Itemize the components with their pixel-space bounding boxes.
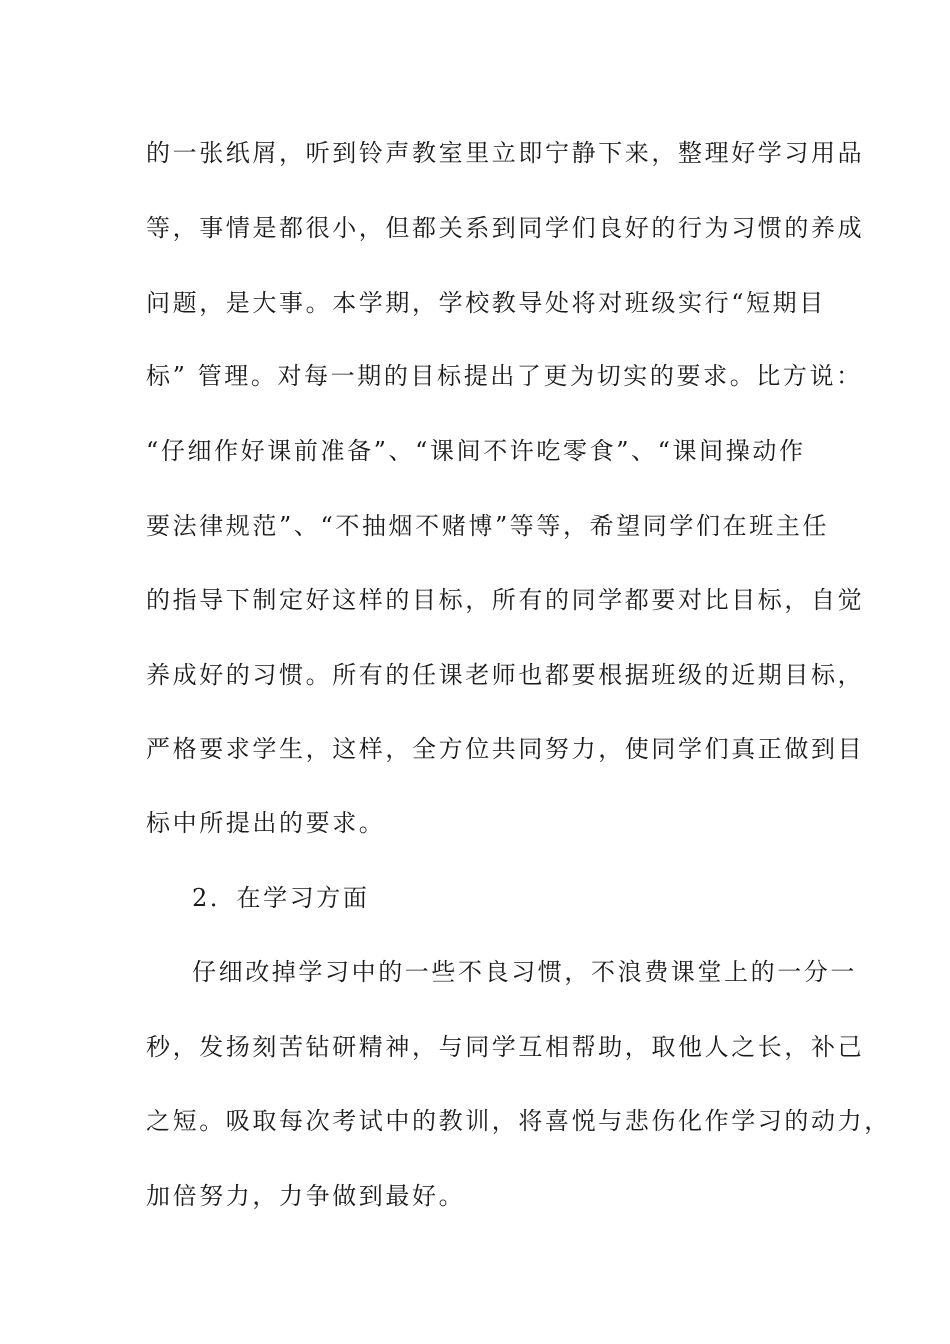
paragraph-line: 之短。吸取每次考试中的教训，将喜悦与悲伤化作学习的动力，: [146, 1107, 891, 1135]
paragraph-line: 养成好的习惯。所有的任课老师也都要根据班级的近期目标，: [146, 661, 865, 689]
paragraph-line: 标” 管理。对每一期的目标提出了更为切实的要求。比方说：: [146, 362, 863, 390]
paragraph-line: 要法律规范”、“不抽烟不赌博”等等，希望同学们在班主任: [146, 512, 830, 540]
section-heading: 2．在学习方面: [192, 884, 370, 912]
paragraph-line: 标中所提出的要求。: [146, 809, 386, 837]
paragraph-line: 问题，是大事。本学期，学校教导处将对班级实行“短期目: [146, 289, 826, 317]
paragraph-line: 加倍努力，力争做到最好。: [146, 1182, 466, 1210]
paragraph-line: 仔细改掉学习中的一些不良习惯，不浪费课堂上的一分一: [192, 958, 857, 986]
paragraph-line: 的一张纸屑，听到铃声教室里立即宁静下来，整理好学习用品: [146, 139, 865, 167]
paragraph-line: 严格要求学生，这样，全方位共同努力，使同学们真正做到目: [146, 735, 865, 763]
paragraph-line: 等，事情是都很小，但都关系到同学们良好的行为习惯的养成: [146, 214, 865, 242]
paragraph-line: “仔细作好课前准备”、“课间不许吃零食”、“课间操动作: [146, 437, 806, 465]
paragraph-line: 秒，发扬刻苦钻研精神，与同学互相帮助，取他人之长，补己: [146, 1033, 865, 1061]
paragraph-line: 的指导下制定好这样的目标，所有的同学都要对比目标，自觉: [146, 586, 865, 614]
